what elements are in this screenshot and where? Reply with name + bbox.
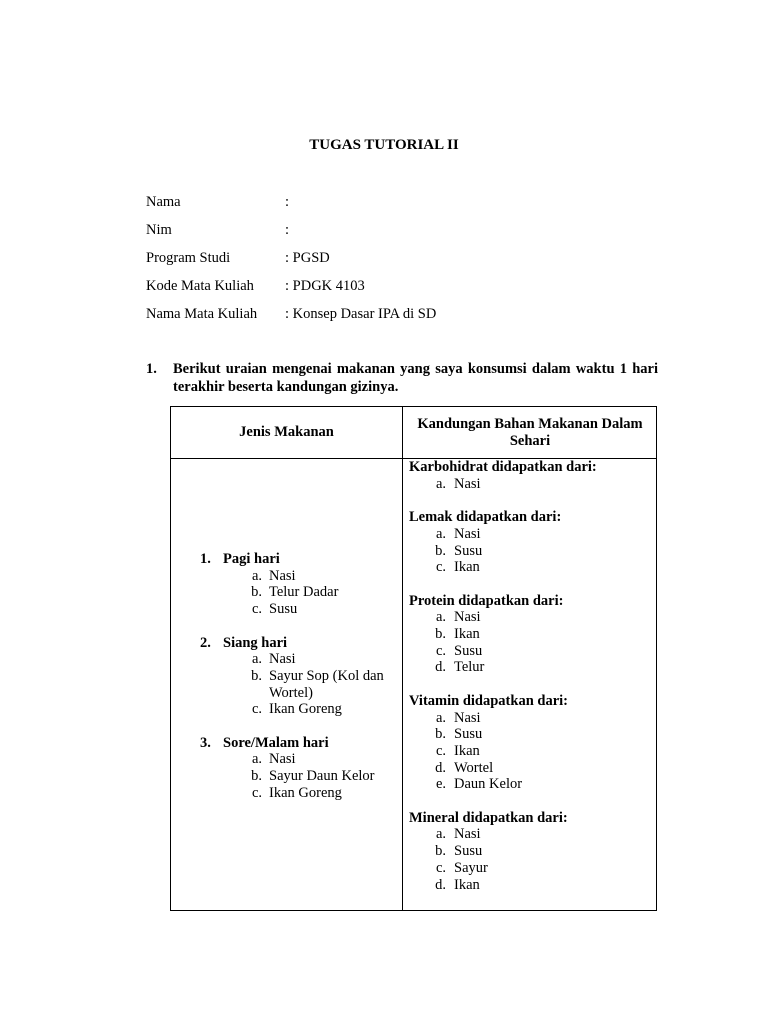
nutrition-table — [170, 406, 657, 911]
list-item — [409, 760, 653, 777]
item-letter: d. — [435, 759, 446, 776]
meal-title — [200, 635, 399, 652]
list-item — [200, 751, 399, 768]
item-text: Nasi — [269, 651, 296, 668]
meal-title — [200, 551, 399, 568]
question-1 — [146, 360, 658, 396]
list-item — [409, 743, 653, 760]
item-letter: a. — [435, 609, 446, 626]
list-item — [409, 877, 653, 894]
info-label: Program Studi — [146, 250, 231, 266]
list-item — [409, 710, 653, 727]
item-letter: b. — [251, 584, 262, 601]
meal-sore-malam — [200, 735, 399, 802]
list-item — [409, 476, 653, 493]
nutrients-list — [409, 459, 653, 910]
item-letter: a. — [251, 567, 262, 584]
list-item — [409, 559, 653, 576]
item-text: Ikan — [454, 559, 480, 576]
list-item — [200, 584, 399, 601]
info-row-nama-mata-kuliah — [146, 304, 436, 332]
meal-label: Siang hari — [223, 634, 288, 651]
item-letter: a. — [251, 751, 262, 768]
info-label: Nama — [146, 194, 181, 210]
item-text: Ikan — [454, 876, 480, 893]
info-row-program-studi — [146, 248, 436, 276]
meals-list — [200, 551, 399, 818]
item-text: Susu — [454, 542, 483, 559]
item-letter: c. — [435, 559, 446, 576]
item-letter: a. — [435, 525, 446, 542]
item-letter: e. — [435, 776, 446, 793]
item-text: Susu — [269, 601, 298, 618]
item-text: Sayur Sop (Kol dan Wortel) — [269, 667, 384, 701]
nutrient-title: Lemak didapatkan dari: — [409, 509, 562, 526]
list-item — [200, 701, 399, 718]
item-text: Susu — [454, 642, 483, 659]
item-text: Nasi — [454, 609, 481, 626]
meal-title — [200, 735, 399, 752]
meal-siang — [200, 635, 399, 719]
item-text: Ikan — [454, 626, 480, 642]
item-text: Ikan Goreng — [269, 701, 342, 718]
meal-pagi — [200, 551, 399, 618]
item-letter: a. — [251, 651, 262, 668]
list-item — [200, 785, 399, 802]
list-item — [409, 843, 653, 860]
item-text: Nasi — [269, 751, 296, 768]
info-label: Nama Mata Kuliah — [146, 306, 258, 322]
item-text: Nasi — [454, 709, 481, 726]
list-item — [409, 626, 653, 643]
item-text: Sayur Daun Kelor — [269, 768, 375, 785]
meal-label: Pagi hari — [223, 551, 280, 567]
list-item — [409, 726, 653, 743]
question-text: Berikut uraian mengenai makanan yang saya konsumsi dalam waktu 1 hari terakhir beserta kandungan gizinya. — [173, 361, 658, 395]
item-letter: b. — [435, 726, 446, 743]
item-letter: c. — [435, 642, 446, 659]
list-item — [200, 568, 399, 585]
nutrient-title: Vitamin didapatkan dari: — [409, 692, 568, 709]
nutrient-vitamin — [409, 693, 653, 793]
item-text: Susu — [454, 726, 483, 743]
meal-number: 3. — [200, 734, 211, 751]
table-column-divider — [402, 407, 403, 910]
item-letter: c. — [251, 784, 262, 801]
info-value: : PDGK 4103 — [285, 278, 365, 294]
item-letter: a. — [435, 475, 446, 492]
item-letter: b. — [435, 542, 446, 559]
nutrient-title: Karbohidrat didapatkan dari: — [409, 459, 597, 475]
meal-number: 1. — [200, 551, 211, 567]
list-item — [409, 526, 653, 543]
list-item — [409, 643, 653, 660]
list-item — [200, 668, 399, 701]
info-label: Nim — [146, 222, 172, 238]
document-title: TUGAS TUTORIAL II — [309, 137, 459, 153]
info-value: : Konsep Dasar IPA di SD — [285, 306, 437, 322]
info-row-kode-mata-kuliah — [146, 276, 436, 304]
header-kandungan: Kandungan Bahan Makanan Dalam Sehari — [417, 415, 643, 449]
list-item — [409, 826, 653, 843]
info-row-nama — [146, 192, 436, 220]
item-text: Susu — [454, 843, 483, 860]
nutrient-protein — [409, 593, 653, 677]
info-value: : — [285, 222, 290, 238]
item-letter: a. — [435, 826, 446, 843]
nutrient-title: Mineral didapatkan dari: — [409, 809, 568, 826]
item-letter: d. — [435, 876, 446, 893]
item-letter: b. — [435, 843, 446, 860]
item-letter: a. — [435, 709, 446, 726]
item-text: Nasi — [454, 525, 481, 542]
item-text: Ikan — [454, 742, 480, 759]
item-text: Nasi — [454, 475, 481, 492]
list-item — [409, 609, 653, 626]
info-label: Kode Mata Kuliah — [146, 278, 254, 294]
item-letter: c. — [251, 701, 262, 718]
info-value: : — [285, 194, 290, 210]
nutrient-lemak — [409, 509, 653, 576]
item-text: Daun Kelor — [454, 776, 523, 793]
list-item — [200, 651, 399, 668]
item-text: Ikan Goreng — [269, 784, 342, 801]
meal-label: Sore/Malam hari — [223, 734, 329, 751]
item-text: Nasi — [454, 826, 481, 843]
list-item — [200, 601, 399, 618]
nutrient-karbohidrat — [409, 459, 653, 492]
item-letter: c. — [435, 859, 446, 876]
item-letter: b. — [251, 667, 262, 684]
item-letter: b. — [435, 626, 446, 642]
nutrient-mineral — [409, 810, 653, 894]
item-letter: b. — [251, 768, 262, 785]
item-text: Telur — [454, 659, 485, 676]
item-letter: c. — [435, 742, 446, 759]
question-number: 1. — [146, 361, 157, 377]
list-item — [409, 543, 653, 560]
item-letter: d. — [435, 659, 446, 676]
info-value: : PGSD — [285, 250, 330, 266]
item-text: Wortel — [454, 759, 494, 776]
list-item — [409, 860, 653, 877]
list-item — [409, 776, 653, 793]
list-item — [409, 659, 653, 676]
header-jenis-makanan: Jenis Makanan — [239, 424, 334, 440]
info-row-nim — [146, 220, 436, 248]
item-letter: c. — [251, 601, 262, 618]
meal-number: 2. — [200, 634, 211, 651]
item-text: Sayur — [454, 859, 488, 876]
list-item — [200, 768, 399, 785]
item-text: Telur Dadar — [269, 584, 339, 601]
nutrient-title: Protein didapatkan dari: — [409, 592, 564, 609]
identity-block — [146, 192, 436, 332]
item-text: Nasi — [269, 567, 296, 584]
